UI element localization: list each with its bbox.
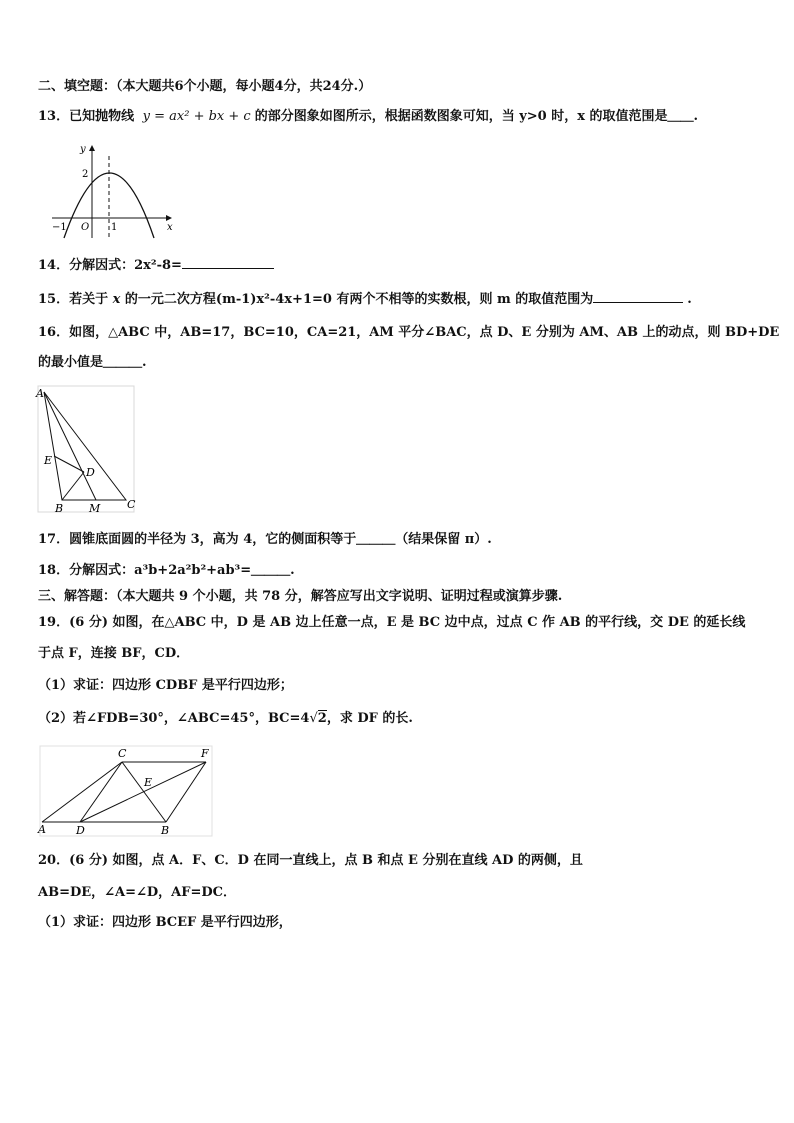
x-axis-arrow: [166, 215, 172, 221]
question-20-line-1: 20．(6 分) 如图，点 A．F、C．D 在同一直线上，点 B 和点 E 分别在直线 AD 的两侧，且: [38, 853, 583, 868]
sqrt-radicand: 2: [317, 711, 327, 726]
label-b: B: [55, 502, 64, 515]
label-d: D: [76, 824, 85, 837]
x-axis-label: x: [167, 222, 173, 233]
label-a: A: [36, 387, 44, 400]
q13-text-post: 的部分图象如图所示，根据函数图象可知，当 y>0 时，x 的取值范围是＿＿.: [254, 109, 699, 124]
tick-label-2: 2: [82, 169, 89, 180]
label-d: D: [86, 466, 95, 479]
bisector-am: [44, 392, 96, 500]
tick-label-1: 1: [111, 222, 118, 233]
question-19-line-1: 19．(6 分) 如图，在△ABC 中，D 是 AB 边上任意一点，E 是 BC 边中点，过点 C 作 AB 的平行线，交 DE 的延长线: [38, 615, 746, 630]
question-20-line-2: AB=DE，∠A=∠D，AF=DC．: [38, 885, 237, 900]
label-e: E: [144, 776, 153, 789]
figure-frame: [38, 386, 134, 512]
q15-text-pre: 15．若关于: [38, 292, 113, 307]
question-15: [38, 290, 692, 309]
y-axis-arrow: [89, 145, 95, 151]
section-3-heading: 三、解答题：（本大题共 9 个小题，共 78 分，解答应写出文字说明、证明过程或演算步骤.: [38, 589, 563, 604]
question-16-line-2: 的最小值是＿＿＿.: [38, 355, 147, 370]
segment-ed: [54, 456, 84, 472]
label-a: A: [38, 823, 46, 836]
label-f: F: [201, 747, 209, 760]
segment-cd: [80, 762, 122, 822]
triangle-abc: [44, 392, 126, 500]
triangle-abc-figure: [34, 384, 140, 516]
question-19-part-1: （1）求证：四边形 CDBF 是平行四边形；: [38, 678, 293, 693]
q19-part2-pre: （2）若∠FDB=30°，∠ABC=45°，BC=4: [38, 711, 310, 726]
question-19-line-2: 于点 F，连接 BF，CD．: [38, 646, 190, 661]
q15-end: .: [687, 292, 692, 307]
question-18: 18．分解因式：a³b+2a²b²+ab³=＿＿＿.: [38, 563, 295, 578]
segment-bd: [62, 472, 84, 500]
question-14: [38, 256, 274, 275]
sqrt-sign: √: [309, 711, 318, 726]
label-c: C: [118, 747, 127, 760]
label-e: E: [44, 454, 53, 467]
tick-label-neg1: −1: [52, 222, 67, 233]
question-17: 17．圆锥底面圆的半径为 3，高为 4，它的侧面积等于＿＿＿（结果保留 π）.: [38, 532, 492, 547]
section-2-heading: 二、填空题：（本大题共6个小题，每小题4分，共24分.）: [38, 79, 372, 94]
origin-label: O: [81, 222, 90, 233]
q15-text-post: 的一元二次方程(m-1)x²-4x+1=0 有两个不相等的实数根，则 m 的取值范围为: [120, 292, 594, 307]
label-m: M: [89, 502, 101, 515]
question-13: [38, 108, 698, 126]
q13-number: 13．: [38, 109, 70, 124]
question-19-part-2: [38, 710, 413, 728]
q14-answer-blank: [182, 256, 274, 269]
label-b: B: [161, 824, 170, 837]
q13-formula: y = ax² + bx + c: [142, 109, 251, 124]
q14-text: 14．分解因式：2x²-8=: [38, 258, 182, 273]
y-axis-label: y: [80, 144, 86, 155]
q13-text-pre: 已知抛物线: [69, 109, 135, 124]
q15-answer-blank: [593, 290, 683, 303]
segment-df: [80, 762, 206, 822]
question-16-line-1: 16．如图，△ABC 中，AB=17，BC=10，CA=21，AM 平分∠BAC，点 D、E 分别为 AM、AB 上的动点，则 BD+DE: [38, 325, 780, 340]
q19-part2-post: ，求 DF 的长.: [326, 711, 413, 726]
q15-variable: x: [112, 292, 121, 307]
question-20-part-1: （1）求证：四边形 BCEF 是平行四边形，: [38, 915, 292, 930]
segment-ac: [42, 762, 122, 822]
parallelogram-figure: [36, 742, 216, 838]
label-c: C: [127, 498, 136, 511]
parabola-figure: [48, 142, 178, 242]
